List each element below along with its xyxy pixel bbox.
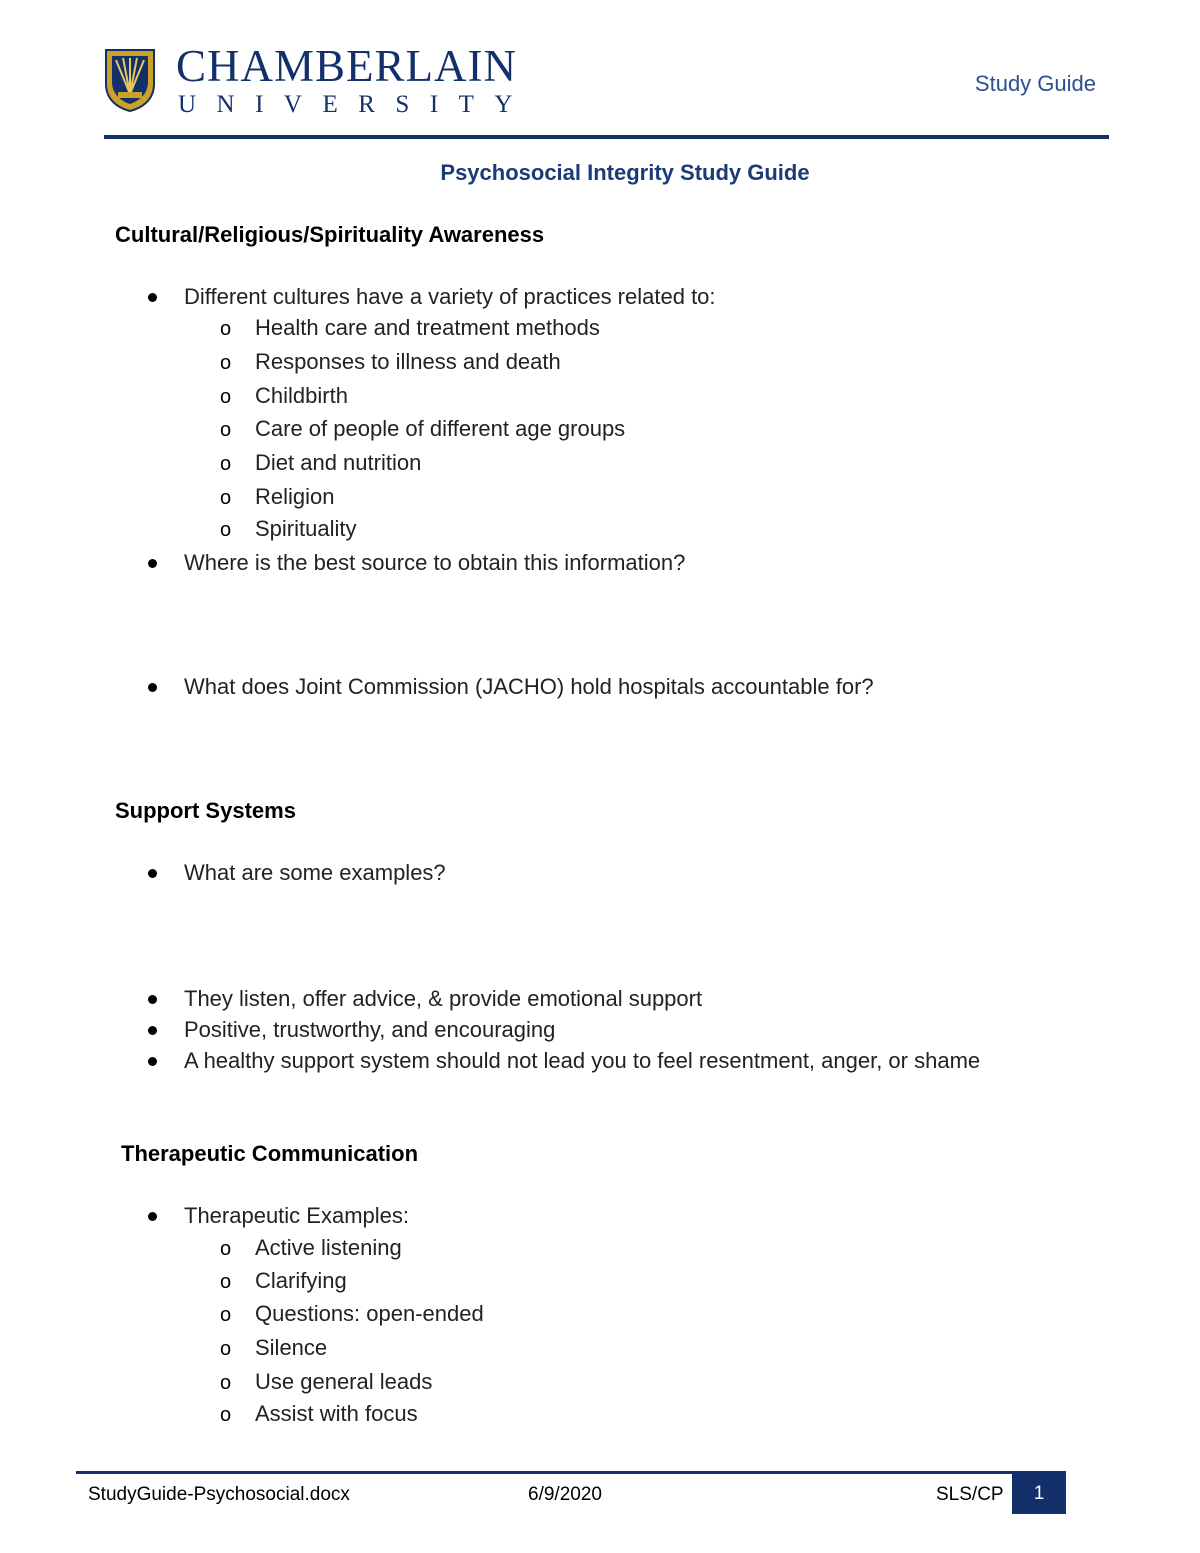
sub-list-item: Silence	[255, 1335, 328, 1360]
sub-list-item: Spirituality	[255, 516, 357, 541]
logo-subtitle: UNIVERSITY	[178, 91, 533, 118]
sub-list-item: Religion	[255, 484, 335, 509]
bullet-icon	[148, 1026, 157, 1035]
bullet-icon	[148, 559, 157, 568]
section-heading: Cultural/Religious/Spirituality Awareness	[115, 222, 545, 247]
circle-bullet-icon: o	[220, 1238, 232, 1260]
circle-bullet-icon: o	[220, 1372, 232, 1394]
circle-bullet-icon: o	[220, 318, 232, 340]
section-heading: Therapeutic Communication	[121, 1141, 419, 1166]
header-divider	[104, 135, 1109, 139]
page-number: 1	[1012, 1474, 1066, 1514]
circle-bullet-icon: o	[220, 419, 232, 441]
circle-bullet-icon: o	[220, 352, 232, 374]
sub-list-item: Use general leads	[255, 1369, 433, 1394]
logo-wordmark: CHAMBERLAIN	[176, 41, 518, 91]
list-item: Positive, trustworthy, and encouraging	[184, 1017, 556, 1042]
bullet-icon	[148, 1057, 157, 1066]
circle-bullet-icon: o	[220, 453, 232, 475]
sub-list-item: Childbirth	[255, 383, 348, 408]
sub-list-item: Diet and nutrition	[255, 450, 422, 475]
circle-bullet-icon: o	[220, 1304, 232, 1326]
circle-bullet-icon: o	[220, 1338, 232, 1360]
circle-bullet-icon: o	[220, 519, 232, 541]
list-item: They listen, offer advice, & provide emotional support	[184, 986, 703, 1011]
footer-filename: StudyGuide-Psychosocial.docx	[88, 1484, 350, 1505]
footer-date: 6/9/2020	[528, 1484, 602, 1505]
circle-bullet-icon: o	[220, 1404, 232, 1426]
bullet-icon	[148, 869, 157, 878]
bullet-icon	[148, 293, 157, 302]
circle-bullet-icon: o	[220, 487, 232, 509]
sub-list-item: Clarifying	[255, 1268, 347, 1293]
bullet-icon	[148, 1212, 157, 1221]
list-item: What are some examples?	[184, 860, 446, 885]
footer-initials: SLS/CP	[936, 1484, 1004, 1505]
sub-list-item: Care of people of different age groups	[255, 416, 626, 441]
university-shield-logo	[104, 48, 156, 112]
bullet-icon	[148, 995, 157, 1004]
circle-bullet-icon: o	[220, 386, 232, 408]
list-item: Where is the best source to obtain this information?	[184, 550, 686, 575]
sub-list-item: Health care and treatment methods	[255, 315, 600, 340]
list-item: A healthy support system should not lead you to feel resentment, anger, or shame	[184, 1048, 981, 1073]
circle-bullet-icon: o	[220, 1271, 232, 1293]
list-item: Therapeutic Examples:	[184, 1203, 409, 1228]
list-item: Different cultures have a variety of practices related to:	[184, 284, 716, 309]
sub-list-item: Active listening	[255, 1235, 402, 1260]
sub-list-item: Assist with focus	[255, 1401, 418, 1426]
footer-divider	[76, 1471, 1066, 1474]
bullet-icon	[148, 683, 157, 692]
section-heading: Support Systems	[115, 798, 296, 823]
sub-list-item: Questions: open-ended	[255, 1301, 484, 1326]
sub-list-item: Responses to illness and death	[255, 349, 561, 374]
list-item: What does Joint Commission (JACHO) hold hospitals accountable for?	[184, 674, 874, 699]
document-title: Psychosocial Integrity Study Guide	[440, 160, 810, 185]
header-label: Study Guide	[974, 71, 1096, 96]
